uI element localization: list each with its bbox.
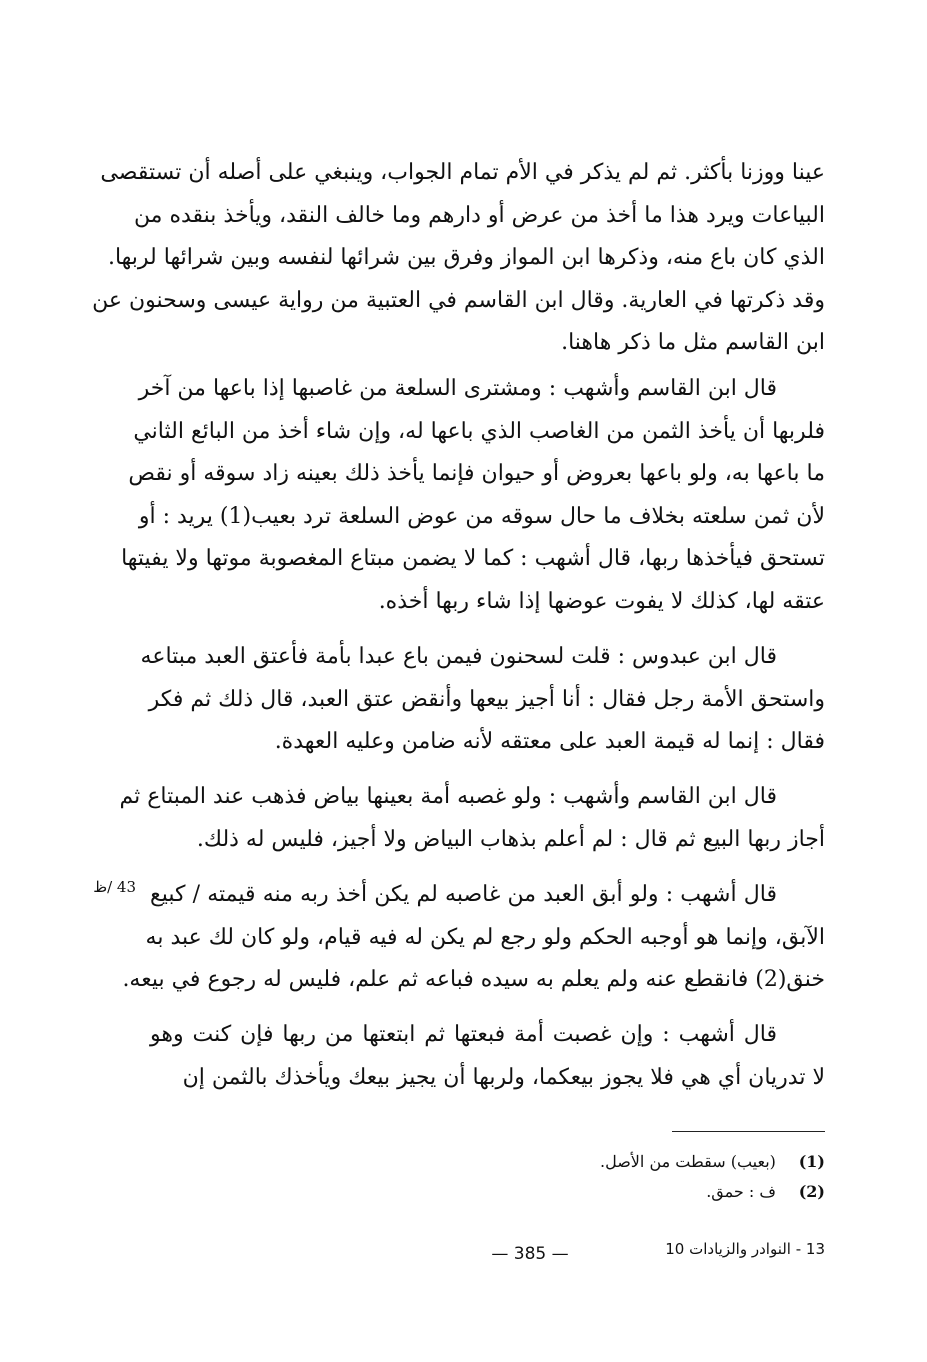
paragraph-2 [121, 368, 825, 624]
text-line: ما باعها به، ولو باعها بعروض أو حيوان فإنما يأخذ ذلك بعينه زاد سوقه أو نقص [128, 461, 825, 487]
paragraph-5 [122, 874, 825, 1002]
text-line: البياعات ويرد هذا ما أخذ من عرض أو دارهم وما خالف النقد، ويأخذ بنقده من [133, 202, 825, 228]
footnote-1 [440, 1147, 825, 1177]
text-line: قال ابن القاسم وأشهب : ولو غصبه أمة بعينها بياض فذهب عند المبتاع ثم [119, 784, 777, 809]
signature-mark: 13 - النوادر والزيادات 10 [665, 1240, 825, 1258]
footnote-2 [440, 1177, 825, 1207]
text-line: قال أشهب : ولو أبق العبد من غاصبه لم يكن أخذ ربه منه قيمته / كبيع [150, 882, 777, 907]
footnote-separator [672, 1131, 825, 1132]
text-line: الآبق، وإنما هو أوجبه الحكم ولو رجع لم يكن له فيه قيام، ولو كان لك عبد به [145, 924, 825, 950]
paragraph-6 [150, 1014, 825, 1099]
footnote-number: (1) [798, 1152, 825, 1171]
text-line: عتقه لها، كذلك لا يفوت عوضها إذا شاء ربها أخذه. [378, 588, 825, 614]
footnote-text: (بعيب) سقطت من الأصل. [600, 1152, 776, 1171]
text-line: لأن ثمن سلعته بخلاف ما حال سوقه من عوض السلعة ترد بعيب(1) يريد : أو [138, 503, 825, 529]
text-line: قال ابن عبدوس : قلت لسحنون فيمن باع عبدا بأمة فأعتق العبد مبتاعه [140, 644, 777, 669]
footnotes [440, 1147, 825, 1207]
paragraph-1 [92, 152, 825, 365]
text-line: واستحق الأمة رجل فقال : أنا أجيز بيعها وأنقض عتق العبد، قال ذلك ثم فكر [148, 686, 825, 712]
footnote-number: (2) [798, 1182, 825, 1201]
text-line: فلربها أن يأخذ الثمن من الغاصب الذي باعها له، وإن شاء أخذ من البائع الثاني [133, 418, 825, 444]
text-line: وقد ذكرتها في العارية. وقال ابن القاسم في العتبية من رواية عيسى وسحنون عن [92, 287, 825, 313]
footnote-text: ف : حمق. [706, 1182, 776, 1201]
margin-folio-note: 43 /ظ [93, 878, 136, 896]
paragraph-3 [140, 636, 825, 764]
text-line: قال أشهب : وإن غصبت أمة فبعتها ثم ابتعتها من ربها فإن كنت وهو [150, 1022, 777, 1047]
text-line: الذي كان باع منه، وذكرها ابن المواز وفرق بين شرائها لنفسه وبين شرائها لربها. [107, 245, 825, 271]
text-line: ابن القاسم مثل ما ذكر هاهنا. [561, 330, 825, 356]
paragraph-4 [119, 776, 825, 861]
text-line: فقال : إنما له قيمة العبد على معتقه لأنه ضامن وعليه العهدة. [274, 729, 825, 755]
text-line: لا تدريان أي هي فلا يجوز بيعكما، ولربها أن يجيز بيعك ويأخذك بالثمن إن [182, 1064, 825, 1090]
page-number: — 385 — [491, 1244, 569, 1264]
text-line: قال ابن القاسم وأشهب : ومشترى السلعة من غاصبها إذا باعها من آخر [138, 376, 777, 401]
text-line: عينا ووزنا بأكثر. ثم لم يذكر في الأم تمام الجواب، وينبغي على أصله أن تستقصى [100, 160, 825, 185]
text-line: خنق(2) فانقطع عنه ولم يعلم به سيده فباعه ثم علم، فليس له رجوع في بيعه. [122, 967, 825, 993]
page-footer [150, 1240, 825, 1270]
text-line: أجاز ربها البيع ثم قال : لم أعلم بذهاب البياض ولا أجيز، فليس له ذلك. [196, 826, 825, 852]
text-line: تستحق فيأخذها ربها، قال أشهب : كما لا يضمن مبتاع المغصوبة موتها ولا يفيتها [121, 546, 825, 572]
